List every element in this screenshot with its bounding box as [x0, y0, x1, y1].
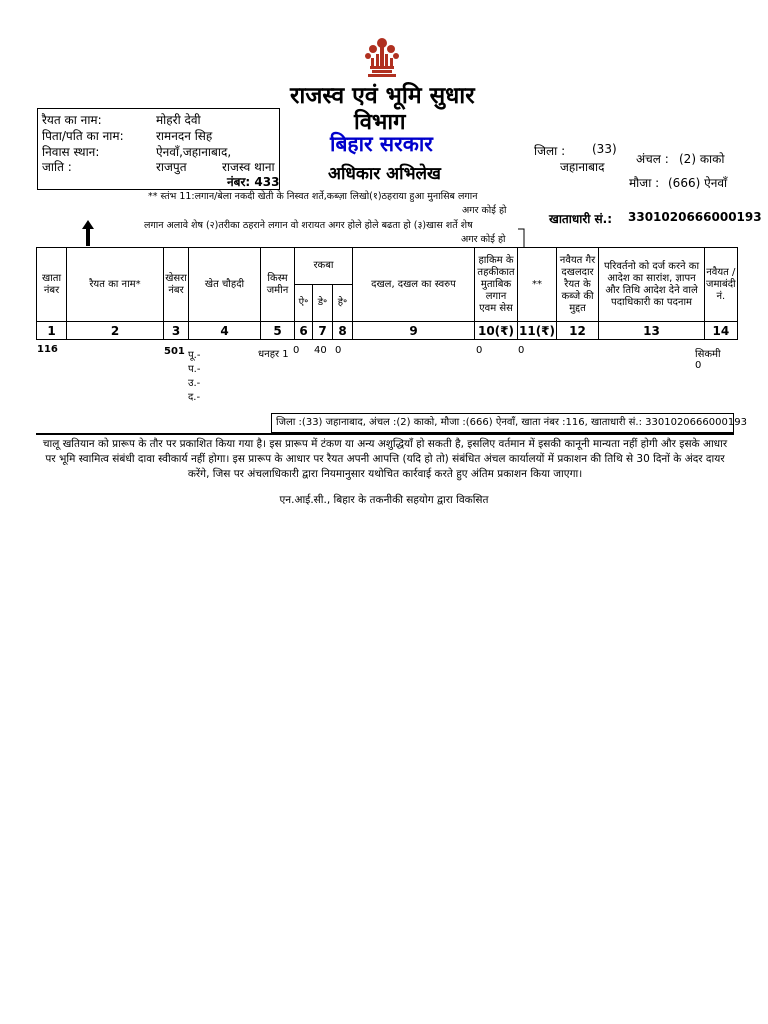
header-kism-jamin: किस्म जमीन [261, 248, 295, 322]
district-name: जहानाबाद [560, 160, 605, 174]
bihar-emblem-icon [362, 36, 402, 78]
column-number: 2 [67, 322, 164, 340]
row-hectare: 0 [335, 345, 342, 356]
khatiyan-table [36, 247, 738, 340]
khatadhari-number: 3301020666000193 [628, 210, 762, 224]
row-acre: 0 [293, 345, 300, 356]
row-chauhaddi-west: प.- [188, 364, 201, 375]
raiyat-name-label: रैयत का नाम: [42, 113, 102, 127]
column-number: 13 [599, 322, 705, 340]
nic-credit: एन.आई.सी., बिहार के तकनीकी सहयोग द्वारा विकसित [279, 494, 489, 506]
raiyat-name-value: मोहरी देवी [156, 113, 201, 127]
row-jamabandi: 0 [695, 360, 702, 371]
header-double-star: ** [518, 248, 557, 322]
thana-number: नंबर: 433 [227, 175, 280, 189]
district-value: (33) [592, 142, 617, 156]
residence-label: निवास स्थान: [42, 145, 100, 159]
disclaimer-text: चालू खतियान को प्रारूप के तौर पर प्रकाशित किया गया है। इस प्रारूप में टंकण या अन्य अशुद्धियाँ हो सकती है, इसलिए वर्तमान में इसकी कानूनी मान्यता नहीं होगी और इसके आधार पर भूमि स्वामित्व संबंधी दावा स्वीकार्य नहीं होगा। इस प्रारूप के आधार पर रैयत अपनी आपत्ति (यदि हो तो) संबंधित अंचल कार्यालयों में प्रकाशन की तिथि से 30 दिनों के अंदर दायर करेंगे, जिस पर अंचलाधिकारी द्वारा नियमानुसार यथोचित कार्रवाई करते हुए अंतिम प्रकाशन किया जाएगा। [42, 438, 728, 480]
header-rakba: रकबा [295, 248, 353, 285]
column-number: 1 [37, 322, 67, 340]
government-name: बिहार सरकार [330, 132, 433, 156]
header-jamabandi: नवैयत / जमाबंदी नं. [705, 248, 738, 322]
column-number: 8 [333, 322, 353, 340]
row-chauhaddi-south: द.- [188, 392, 201, 403]
column-number: 9 [353, 322, 475, 340]
header-dakhal: दखल, दखल का स्वरुप [353, 248, 475, 322]
note-line-1: ** स्तंभ 11:लगान/बेला नकदी खेती के निस्वत शर्ते,कब्ज़ा लिखो(१)ठहराया हुआ मुनासिब लगान [148, 191, 478, 202]
column-number: 12 [557, 322, 599, 340]
khatadhari-label: खाताधारी सं.: [549, 212, 613, 226]
header-decimal: डे॰ [313, 285, 333, 322]
row-khesra-number: 501 [164, 346, 185, 357]
father-name-value: रामनदन सिह [156, 129, 213, 143]
row-chauhaddi-east: पू.- [188, 350, 201, 361]
mauza-label: मौजा : [629, 176, 660, 190]
row-decimal: 40 [314, 345, 327, 356]
header-hectare: हे॰ [333, 285, 353, 322]
column-number: 3 [164, 322, 189, 340]
column-number: 10(₹) [475, 322, 518, 340]
residence-value: ऐनवाँ,जहानाबाद, [156, 145, 232, 159]
note-line-3: लगान अलावे शेष (२)तरीका ठहराने लगान वो शरायत अगर होले होले बढता हो (३)खास शर्ते शेष [144, 220, 473, 231]
circle-label: अंचल : [636, 152, 669, 166]
row-kism-jamin: धनहर 1 [258, 349, 289, 360]
column-number: 5 [261, 322, 295, 340]
caste-value: राजपुत [156, 160, 187, 174]
note-line-4: अगर कोई हो [461, 234, 506, 245]
thana-label: राजस्व थाना [222, 160, 275, 174]
note-bracket [518, 228, 528, 248]
note-line-2: अगर कोई हो [462, 205, 507, 216]
circle-value: (2) काको [679, 152, 725, 166]
up-arrow-icon [82, 220, 94, 246]
department-subtitle: विभाग [354, 110, 406, 135]
father-name-label: पिता/पति का नाम: [42, 129, 124, 143]
column-number: 11(₹) [519, 323, 556, 338]
header-khesra-number: खेसरा नंबर [164, 248, 189, 322]
header-lagan: हाकिम के तहकीकात मुताबिक लगान एवम सेस [475, 248, 518, 322]
row-chauhaddi-north: उ.- [188, 378, 201, 389]
column-number: 14 [705, 322, 738, 340]
header-parivartan: परिवर्तनो को दर्ज करने का आदेश का सारांश, ज्ञापन और तिथि आदेश देने वाले पदाधिकारी का पदनाम [599, 248, 705, 322]
header-khet-chauhaddi: खेत चौहदी [189, 248, 261, 322]
row-khata-number: 116 [37, 344, 58, 355]
column-number: 7 [313, 322, 333, 340]
header-khata-number: खाता नंबर [37, 248, 67, 322]
row-lagan: 0 [476, 345, 483, 356]
header-acre: ऐ॰ [295, 285, 313, 322]
district-label: जिला : [534, 144, 566, 158]
divider [36, 433, 734, 435]
record-title: अधिकार अभिलेख [328, 164, 441, 184]
column-number: 6 [295, 322, 313, 340]
column-number: 4 [189, 322, 261, 340]
header-raiyat-name: रैयत का नाम* [67, 248, 164, 322]
summary-box: जिला :(33) जहानाबाद, अंचल :(2) काको, मौजा :(666) ऐनवाँ, खाता नंबर :116, खाताधारी सं.: 3301020666000193 [271, 413, 734, 433]
raiyat-info-box [37, 108, 280, 190]
row-nawaiyat: सिकमी [695, 349, 721, 360]
caste-label: जाति : [42, 160, 72, 174]
mauza-value: (666) ऐनवाँ [668, 176, 728, 190]
department-title: राजस्व एवं भूमि सुधार [290, 83, 475, 109]
row-cess: 0 [518, 345, 525, 356]
header-nawaiyat-gair: नवैयत गैर दखलदार रैयत के कब्जे की मुद्दत [557, 248, 599, 322]
